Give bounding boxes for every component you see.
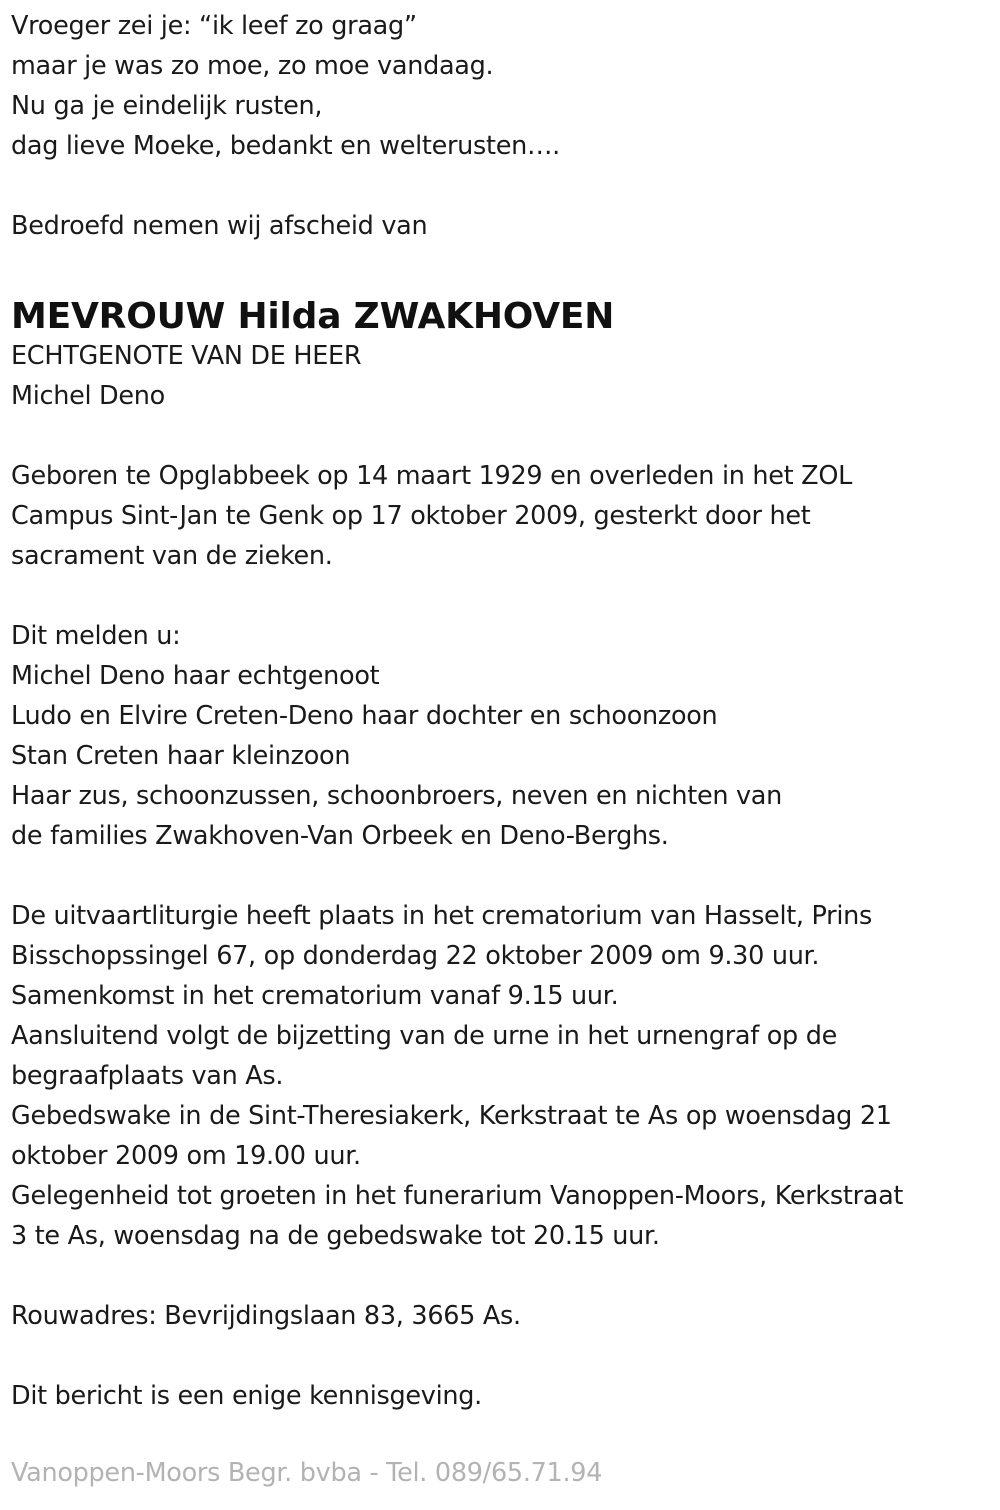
announcer-line: de families Zwakhoven-Van Orbeek en Deno-Berghs.: [11, 821, 669, 851]
mourning-address: Rouwadres: Bevrijdingslaan 83, 3665 As.: [11, 1301, 521, 1331]
spacer: [11, 1256, 991, 1296]
ceremony-line: Bisschopssingel 67, op donderdag 22 oktober 2009 om 9.30 uur.: [11, 941, 820, 971]
spacer: [11, 856, 991, 896]
spacer: [11, 166, 991, 206]
poem: [11, 6, 991, 166]
spacer: [11, 246, 991, 286]
spacer: [11, 1336, 991, 1376]
obituary-notice: [11, 6, 991, 1416]
poem-line: Vroeger zei je: “ik leef zo graag”: [11, 11, 417, 41]
ceremony-line: oktober 2009 om 19.00 uur.: [11, 1141, 361, 1171]
deceased-block: [11, 292, 991, 416]
poem-line: maar je was zo moe, zo moe vandaag.: [11, 51, 494, 81]
notice-text: Dit bericht is een enige kennisgeving.: [11, 1381, 482, 1411]
paragraph-line: Campus Sint-Jan te Genk op 17 oktober 2009, gesterkt door het: [11, 501, 811, 531]
ceremony-block: [11, 896, 991, 1256]
ceremony-line: 3 te As, woensdag na de gebedswake tot 20.15 uur.: [11, 1221, 660, 1251]
ceremony-line: Gelegenheid tot groeten in het funerarium Vanoppen-Moors, Kerkstraat: [11, 1181, 904, 1211]
announcer-line: Michel Deno haar echtgenoot: [11, 661, 380, 691]
ceremony-line: Samenkomst in het crematorium vanaf 9.15 uur.: [11, 981, 619, 1011]
spacer: [11, 416, 991, 456]
ceremony-line: Aansluitend volgt de bijzetting van de urne in het urnengraf op de: [11, 1021, 837, 1051]
paragraph-line: Geboren te Opglabbeek op 14 maart 1929 en overleden in het ZOL: [11, 461, 853, 491]
announcer-line: Haar zus, schoonzussen, schoonbroers, neven en nichten van: [11, 781, 782, 811]
deceased-name: MEVROUW Hilda ZWAKHOVEN: [11, 296, 615, 337]
relation-text: ECHTGENOTE VAN DE HEER: [11, 341, 362, 371]
ceremony-line: begraafplaats van As.: [11, 1061, 284, 1091]
announcer-line: Ludo en Elvire Creten-Deno haar dochter en schoonzoon: [11, 701, 718, 731]
poem-line: Nu ga je eindelijk rusten,: [11, 91, 323, 121]
ceremony-line: Gebedswake in de Sint-Theresiakerk, Kerkstraat te As op woensdag 21: [11, 1101, 892, 1131]
announcers-block: [11, 616, 991, 856]
intro-text: Bedroefd nemen wij afscheid van: [11, 211, 428, 241]
ceremony-line: De uitvaartliturgie heeft plaats in het crematorium van Hasselt, Prins: [11, 901, 872, 931]
poem-line: dag lieve Moeke, bedankt en welterusten….: [11, 131, 560, 161]
paragraph-line: sacrament van de zieken.: [11, 541, 333, 571]
funeral-home-footer: Vanoppen-Moors Begr. bvba - Tel. 089/65.71.94: [11, 1458, 603, 1488]
spouse-name: Michel Deno: [11, 381, 165, 411]
spacer: [11, 576, 991, 616]
announcers-heading: Dit melden u:: [11, 621, 181, 651]
birth-death-paragraph: [11, 456, 991, 576]
announcer-line: Stan Creten haar kleinzoon: [11, 741, 351, 771]
